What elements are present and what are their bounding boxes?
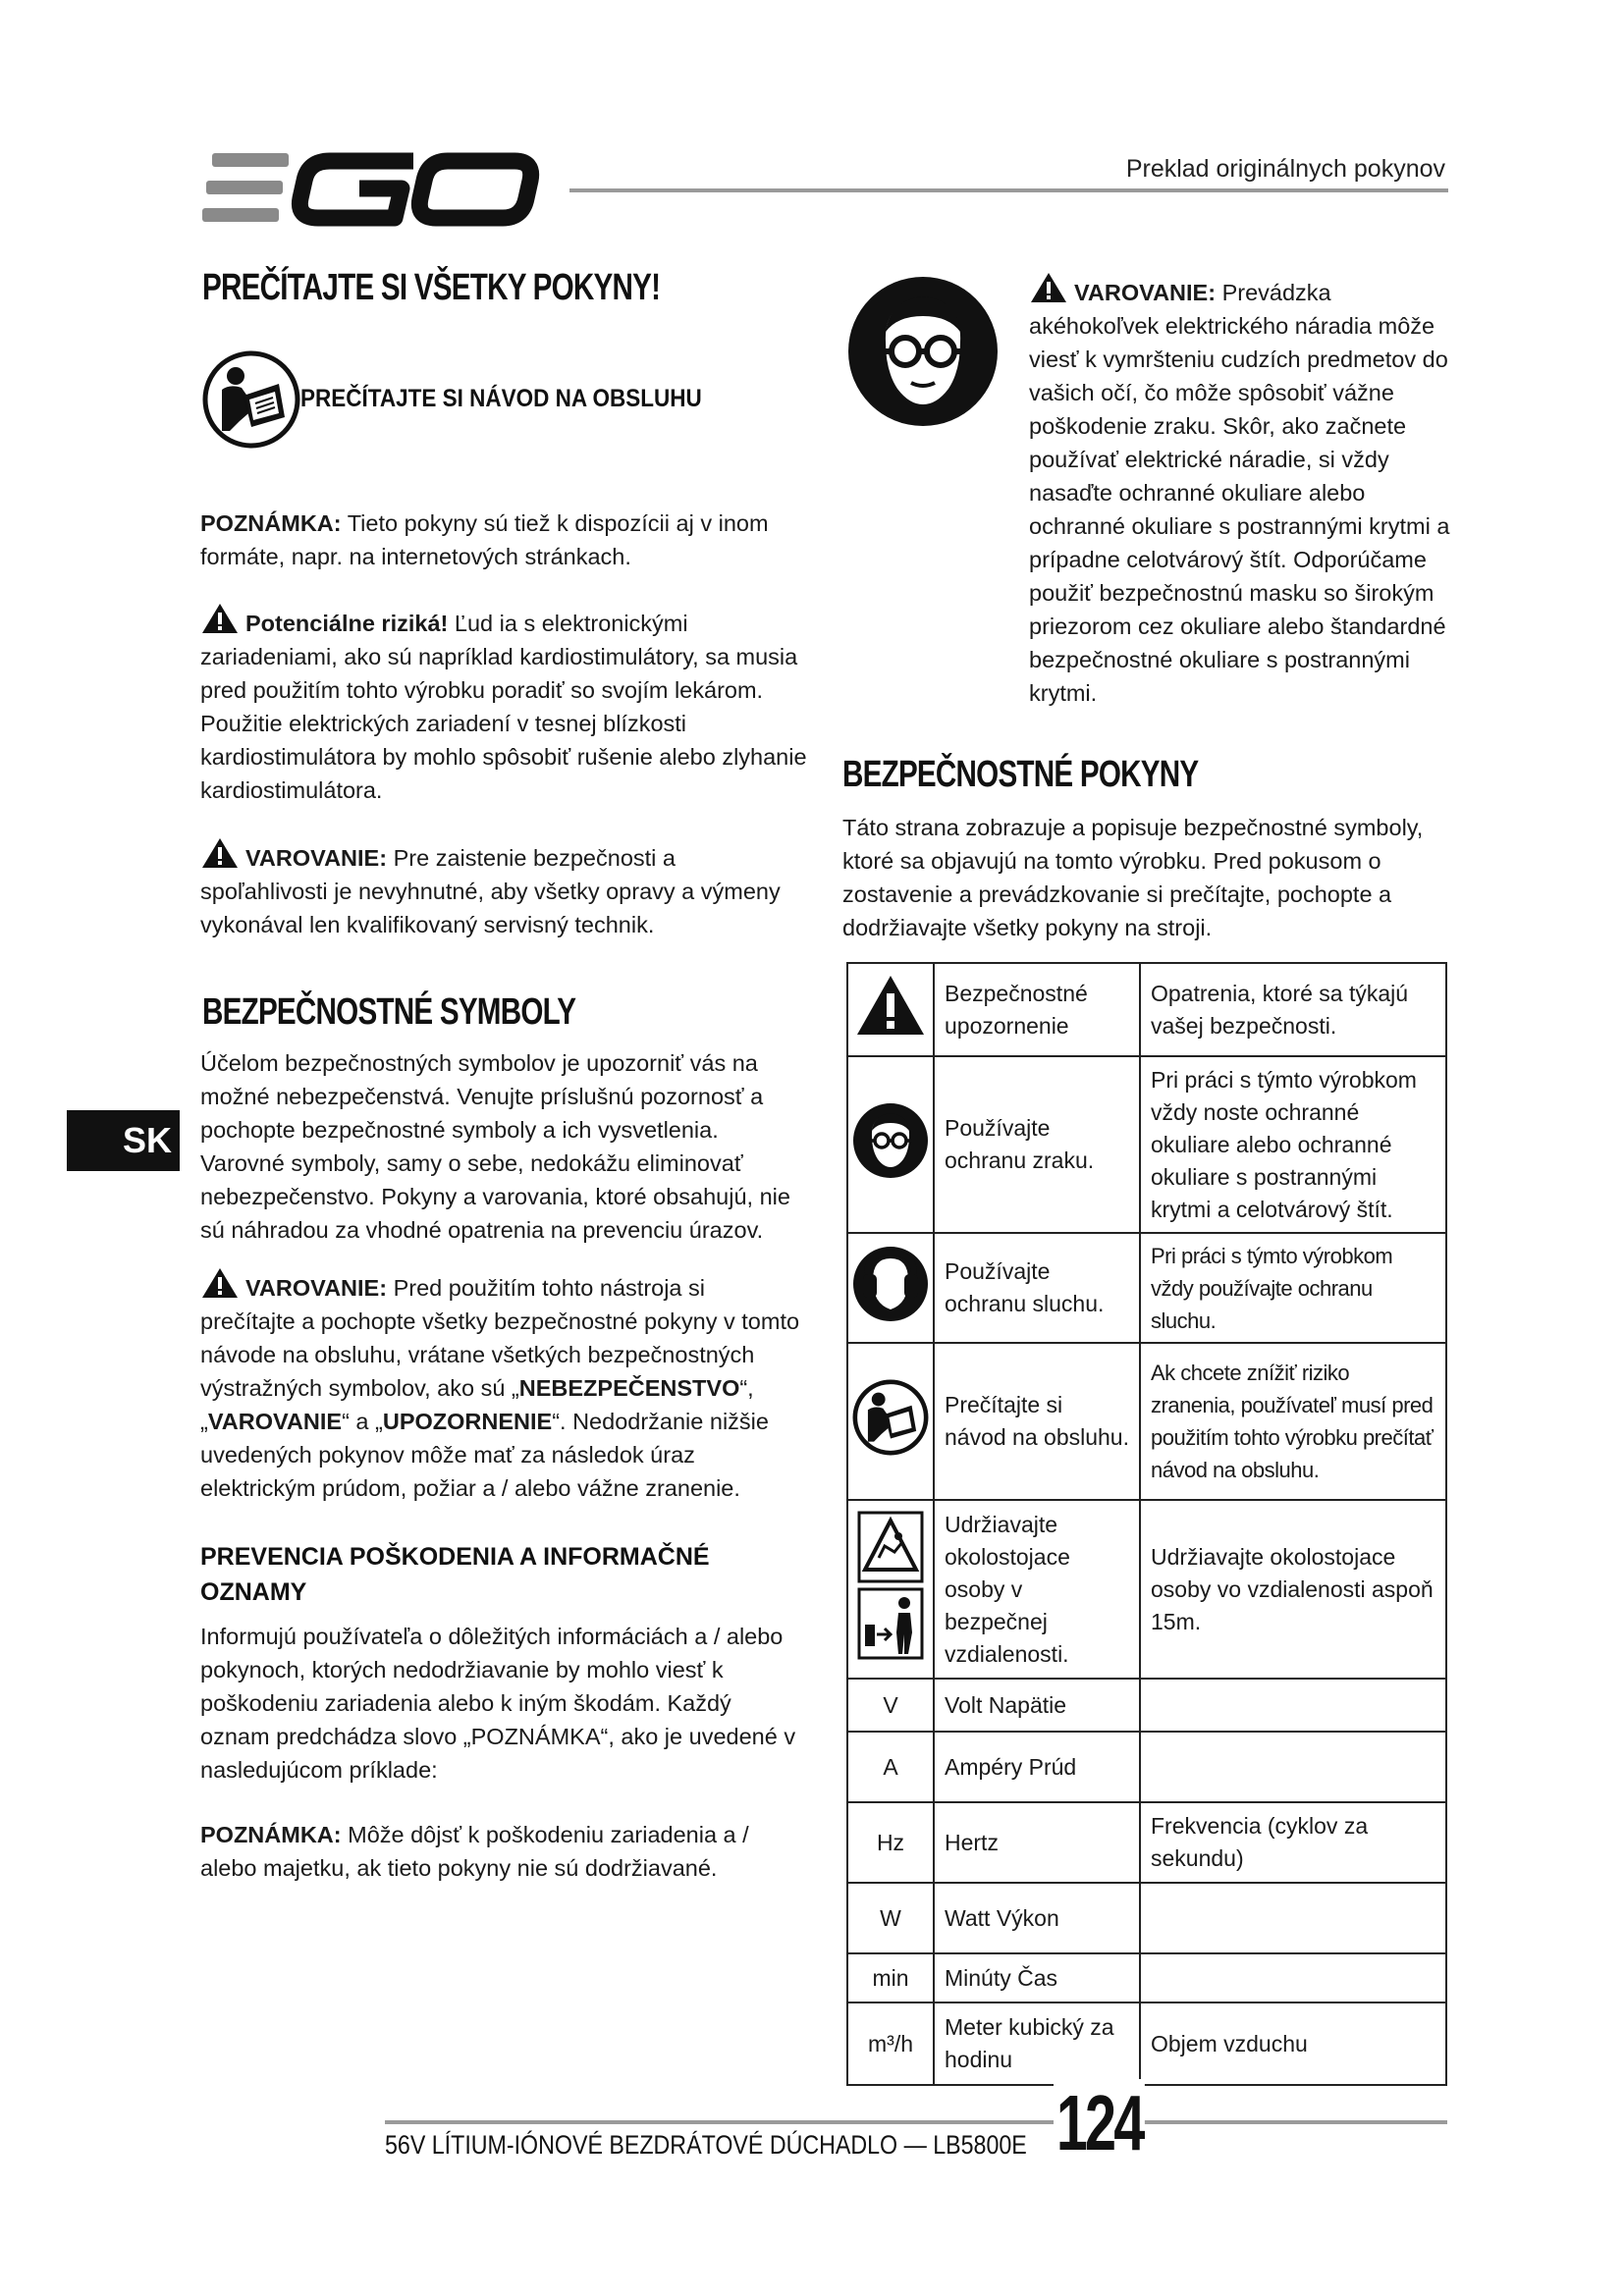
ego-logo [202,147,541,231]
note-2 [200,1818,789,1885]
prevention-title: PREVENCIA POŠKODENIA A INFORMAČNÉ OZNAMY [200,1543,710,1606]
language-tab-label: SK [122,1120,172,1160]
symbol-cell: A [847,1732,934,1802]
note-2-label: POZNÁMKA: [200,1822,342,1847]
warning-2-text-c: “ a „ [342,1409,383,1434]
warning-triangle-icon [200,602,240,635]
symbol-name: Meter kubický za hodinu [934,2002,1140,2085]
symbol-cell: V [847,1679,934,1732]
read-manual-icon [200,348,302,451]
warning-2 [200,1266,801,1505]
warning-1 [200,836,799,941]
symbols-intro [200,1046,799,1247]
caution-word: UPOZORNENIE [382,1409,553,1434]
table-row [847,1953,1446,2002]
table-row [847,1802,1446,1883]
warning-2-label: VAROVANIE: [245,1275,388,1301]
note-2-text: Môže dôjsť k poškodeniu zariadenia a / alebo majetku, ak tieto pokyny nie sú dodržiavané. [200,1822,749,1881]
symbol-name: Používajte ochranu sluchu. [934,1233,1140,1343]
symbol-desc: Opatrenia, ktoré sa týkajú vašej bezpečnosti. [1140,963,1446,1056]
note-1-text: Tieto pokyny sú tiež k dispozícii aj v inom formáte, napr. na internetových stránkach. [200,510,769,569]
symbol-name: Watt Výkon [934,1883,1140,1953]
symbol-desc [1140,1883,1446,1953]
right-warning [1029,271,1451,710]
language-tab [67,1110,180,1171]
table-row [847,1500,1446,1679]
risk-text: Ľud ia s elektronickými zariadeniami, ako sú napríklad kardiostimulátory, sa musia pred použitím tohto výrobku poradiť so svojím lekárom. Použitie elektrických zariadení v tesnej blízkosti kardiostimulátora by mohlo spôsobiť rušenie alebo zlyhanie kardiostimulátora. [200,611,807,803]
table-row [847,2002,1446,2085]
instructions-intro [842,811,1443,944]
symbol-name: Minúty Čas [934,1953,1140,2002]
symbol-desc [1140,1679,1446,1732]
symbols-title: BEZPEČNOSTNÉ SYMBOLY [202,991,576,1033]
symbol-cell [847,1500,934,1679]
table-row [847,1343,1446,1500]
symbols-text: Účelom bezpečnostných symbolov je upozorniť vás na možné nebezpečenstvá. Venujte príslušnú pozornosť a pochopte bezpečnostné symboly a ich vysvetlenia. Varovné symboly, samy o sebe, nedokážu eliminovať nebezpečenstvo. Pokyny a varovania, ktoré obsahujú, nie sú náhradou za vhodné opatrenia na prevenciu úrazov. [200,1050,790,1243]
symbol-cell: m³/h [847,2002,934,2085]
symbol-name: Udržiavajte okolostojace osoby v bezpečnej vzdialenosti. [934,1500,1140,1679]
symbol-desc: Objem vzduchu [1140,2002,1446,2085]
footer-text: 56V LÍTIUM-IÓNOVÉ BEZDRÁTOVÉ DÚCHADLO — LB5800E [385,2130,1027,2160]
read-manual-label: PREČÍTAJTE SI NÁVOD NA OBSLUHU [300,385,702,412]
warning-1-text: Pre zaistenie bezpečnosti a spoľahlivosti je nevyhnutné, aby všetky opravy a výmeny vykonával len kvalifikovaný servisný technik. [200,845,781,937]
note-1-label: POZNÁMKA: [200,510,342,536]
table-row [847,963,1446,1056]
symbol-cell: min [847,1953,934,2002]
symbol-cell [847,1233,934,1343]
right-warning-label: VAROVANIE: [1074,280,1217,305]
table-row [847,1883,1446,1953]
risk-label: Potenciálne riziká! [245,611,449,636]
warning-triangle-icon [855,974,926,1037]
symbol-desc: Frekvencia (cyklov za sekundu) [1140,1802,1446,1883]
header-subtitle: Preklad originálnych pokynov [1125,155,1445,183]
symbol-desc: Ak chcete znížiť riziko zranenia, používateľ musí pred použitím tohto výrobku prečítať návod na obsluhu. [1140,1343,1446,1500]
table-row [847,1679,1446,1732]
instructions-text: Táto strana zobrazuje a popisuje bezpečnostné symboly, ktoré sa objavujú na tomto výrobku. Pred pokusom o zostavenie a prevádzkovanie si prečítajte, pochopte a dodržiavajte všetky pokyny na stroji. [842,815,1424,940]
symbol-name: Volt Napätie [934,1679,1140,1732]
warning-triangle-icon [1029,271,1068,304]
read-manual-icon [851,1378,930,1457]
warning-2-text-a: Pred použitím tohto nástroja si prečítajte a pochopte všetky bezpečnostné pokyny v tomto návode na obsluhu, vrátane všetkých bezpečnostných výstražných symbolov, ako sú „ [200,1275,800,1401]
symbol-name: Hertz [934,1802,1140,1883]
symbol-cell [847,1343,934,1500]
symbol-desc: Udržiavajte okolostojace osoby vo vzdialenosti aspoň 15m. [1140,1500,1446,1679]
ear-protection-icon [851,1245,930,1323]
warning-word: VAROVANIE [207,1409,343,1434]
keep-bystanders-away-icon [855,1507,926,1664]
risk-notice [200,602,807,807]
symbol-cell: W [847,1883,934,1953]
symbol-name: Prečítajte si návod na obsluhu. [934,1343,1140,1500]
symbol-desc [1140,1732,1446,1802]
symbol-cell [847,1056,934,1233]
safety-symbols-table [846,962,1447,2086]
warning-triangle-icon [200,1266,240,1300]
symbol-desc: Pri práci s týmto výrobkom vždy používajte ochranu sluchu. [1140,1233,1446,1343]
symbol-cell [847,963,934,1056]
eye-protection-icon [851,1101,930,1180]
read-all-title: PREČÍTAJTE SI VŠETKY POKYNY! [202,267,661,308]
symbol-name: Ampéry Prúd [934,1732,1140,1802]
symbol-desc: Pri práci s týmto výrobkom vždy noste ochranné okuliare alebo ochranné okuliare s postrannými krytmi a celotvárový štít. [1140,1056,1446,1233]
note-1 [200,507,799,573]
symbol-name: Bezpečnostné upozornenie [934,963,1140,1056]
table-row [847,1233,1446,1343]
warning-triangle-icon [200,836,240,870]
symbol-desc [1140,1953,1446,2002]
symbol-name: Používajte ochranu zraku. [934,1056,1140,1233]
warning-2-text-d: “. Nedodržanie nižšie uvedených pokynov môže mať za následok úraz elektrickým prúdom, požiar a / alebo vážne zranenie. [200,1409,769,1501]
page-number: 124 [1054,2079,1145,2167]
header-rule [569,188,1448,192]
right-warning-text-first: Prevádzka [1216,280,1331,305]
warning-2-text-b: “, „ [200,1375,754,1434]
warning-1-label: VAROVANIE: [245,845,388,871]
symbol-cell: Hz [847,1802,934,1883]
right-warning-text: akéhokoľvek elektrického náradia môže viesť k vymršteniu cudzích predmetov do vašich očí, čo môže spôsobiť vážne poškodenie zraku. Skôr, ako začnete používať elektrické náradie, si vždy nasaďte ochranné okuliare alebo ochranné okuliare s postrannými krytmi a prípadne celotvárový štít. Odporúčame použiť bezpečnostnú masku so širokým priezorom cez okuliare alebo štandardné bezpečnostné okuliare s postrannými krytmi. [1029,313,1450,706]
prevention-text: Informujú používateľa o dôležitých informáciách a / alebo pokynoch, ktorých nedodržiavanie by mohlo viesť k poškodeniu zariadenia alebo k iným škodám. Každý oznam predchádza slovo „POZNÁMKA“, ako je uvedené v nasledujúcom príklade: [200,1624,796,1783]
table-row [847,1732,1446,1802]
danger-word: NEBEZPEČENSTVO [518,1375,740,1401]
footer-rule [385,2120,1447,2124]
instructions-title: BEZPEČNOSTNÉ POKYNY [842,754,1199,795]
eye-protection-icon [846,273,1000,430]
table-row [847,1056,1446,1233]
prevention-body [200,1620,801,1787]
